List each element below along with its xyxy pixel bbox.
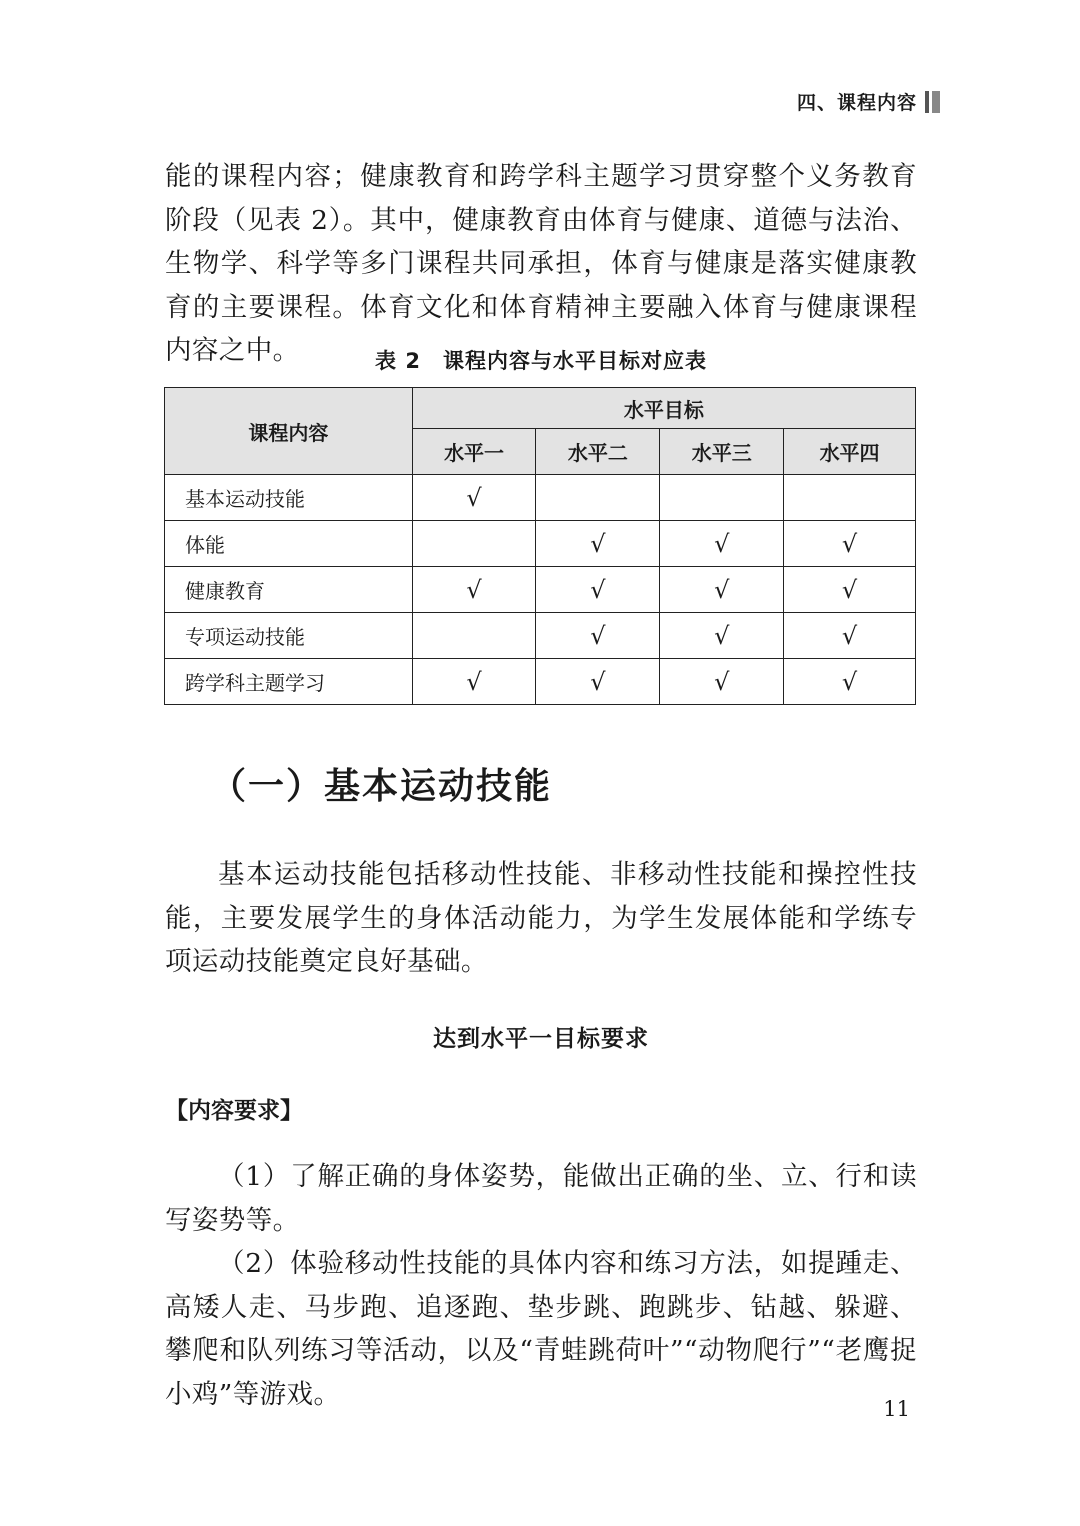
level-table	[164, 387, 916, 705]
table-title: 表 2 课程内容与水平目标对应表	[375, 349, 707, 373]
row-label: 基本运动技能	[165, 475, 413, 521]
row-label: 跨学科主题学习	[165, 659, 413, 705]
row-label: 体能	[165, 521, 413, 567]
row-label: 健康教育	[165, 567, 413, 613]
table-row	[165, 659, 916, 705]
header-level-2: 水平二	[536, 429, 660, 475]
check-mark: √	[660, 521, 784, 567]
check-mark: √	[412, 567, 536, 613]
check-mark: √	[536, 567, 660, 613]
table-row	[165, 521, 916, 567]
check-mark: √	[536, 659, 660, 705]
intro-paragraph: 能的课程内容；健康教育和跨学科主题学习贯穿整个义务教育阶段（见表 2）。其中，健康教育由体育与健康、道德与法治、生物学、科学等多门课程共同承担，体育与健康是落实健康教育的主要课程。体育文化和体育精神主要融入体育与健康课程内容之中。	[165, 161, 917, 366]
sub-heading: 达到水平一目标要求	[433, 1026, 649, 1052]
check-mark	[536, 475, 660, 521]
check-mark: √	[412, 475, 536, 521]
section-paragraph: 基本运动技能包括移动性技能、非移动性技能和操控性技能，主要发展学生的身体活动能力，为学生发展体能和学练专项运动技能奠定良好基础。	[165, 859, 917, 977]
row-label: 专项运动技能	[165, 613, 413, 659]
check-mark: √	[412, 659, 536, 705]
header-level-3: 水平三	[660, 429, 784, 475]
check-mark	[784, 475, 916, 521]
check-mark: √	[660, 613, 784, 659]
check-mark	[412, 521, 536, 567]
section-heading: （一）基本运动技能	[210, 766, 553, 807]
intro-block	[165, 155, 917, 373]
table-row	[165, 613, 916, 659]
check-mark: √	[660, 567, 784, 613]
table-row	[165, 567, 916, 613]
section-intro-block	[165, 853, 917, 984]
check-mark: √	[660, 659, 784, 705]
check-mark	[660, 475, 784, 521]
check-mark: √	[536, 521, 660, 567]
running-head-bar-icon	[925, 91, 940, 113]
page-number: 11	[883, 1397, 910, 1421]
table-row	[165, 475, 916, 521]
header-level-1: 水平一	[412, 429, 536, 475]
check-mark	[412, 613, 536, 659]
check-mark: √	[784, 567, 916, 613]
header-level-4: 水平四	[784, 429, 916, 475]
requirement-label: 【内容要求】	[165, 1098, 303, 1124]
check-mark: √	[784, 521, 916, 567]
check-mark: √	[536, 613, 660, 659]
header-content: 课程内容	[165, 388, 413, 475]
running-head-title: 四、课程内容	[796, 92, 917, 114]
list-item: （2）体验移动性技能的具体内容和练习方法，如提踵走、高矮人走、马步跑、追逐跑、垫步跳、跑跳步、钻越、躲避、攀爬和队列练习等活动，以及“青蛙跳荷叶”“动物爬行”“老鹰捉小鸡”等游戏。	[165, 1248, 917, 1410]
header-levels: 水平目标	[412, 388, 915, 429]
list-item: （1）了解正确的身体姿势，能做出正确的坐、立、行和读写姿势等。	[165, 1161, 917, 1236]
requirement-list	[165, 1155, 917, 1416]
check-mark: √	[784, 659, 916, 705]
check-mark: √	[784, 613, 916, 659]
running-head	[797, 88, 940, 115]
